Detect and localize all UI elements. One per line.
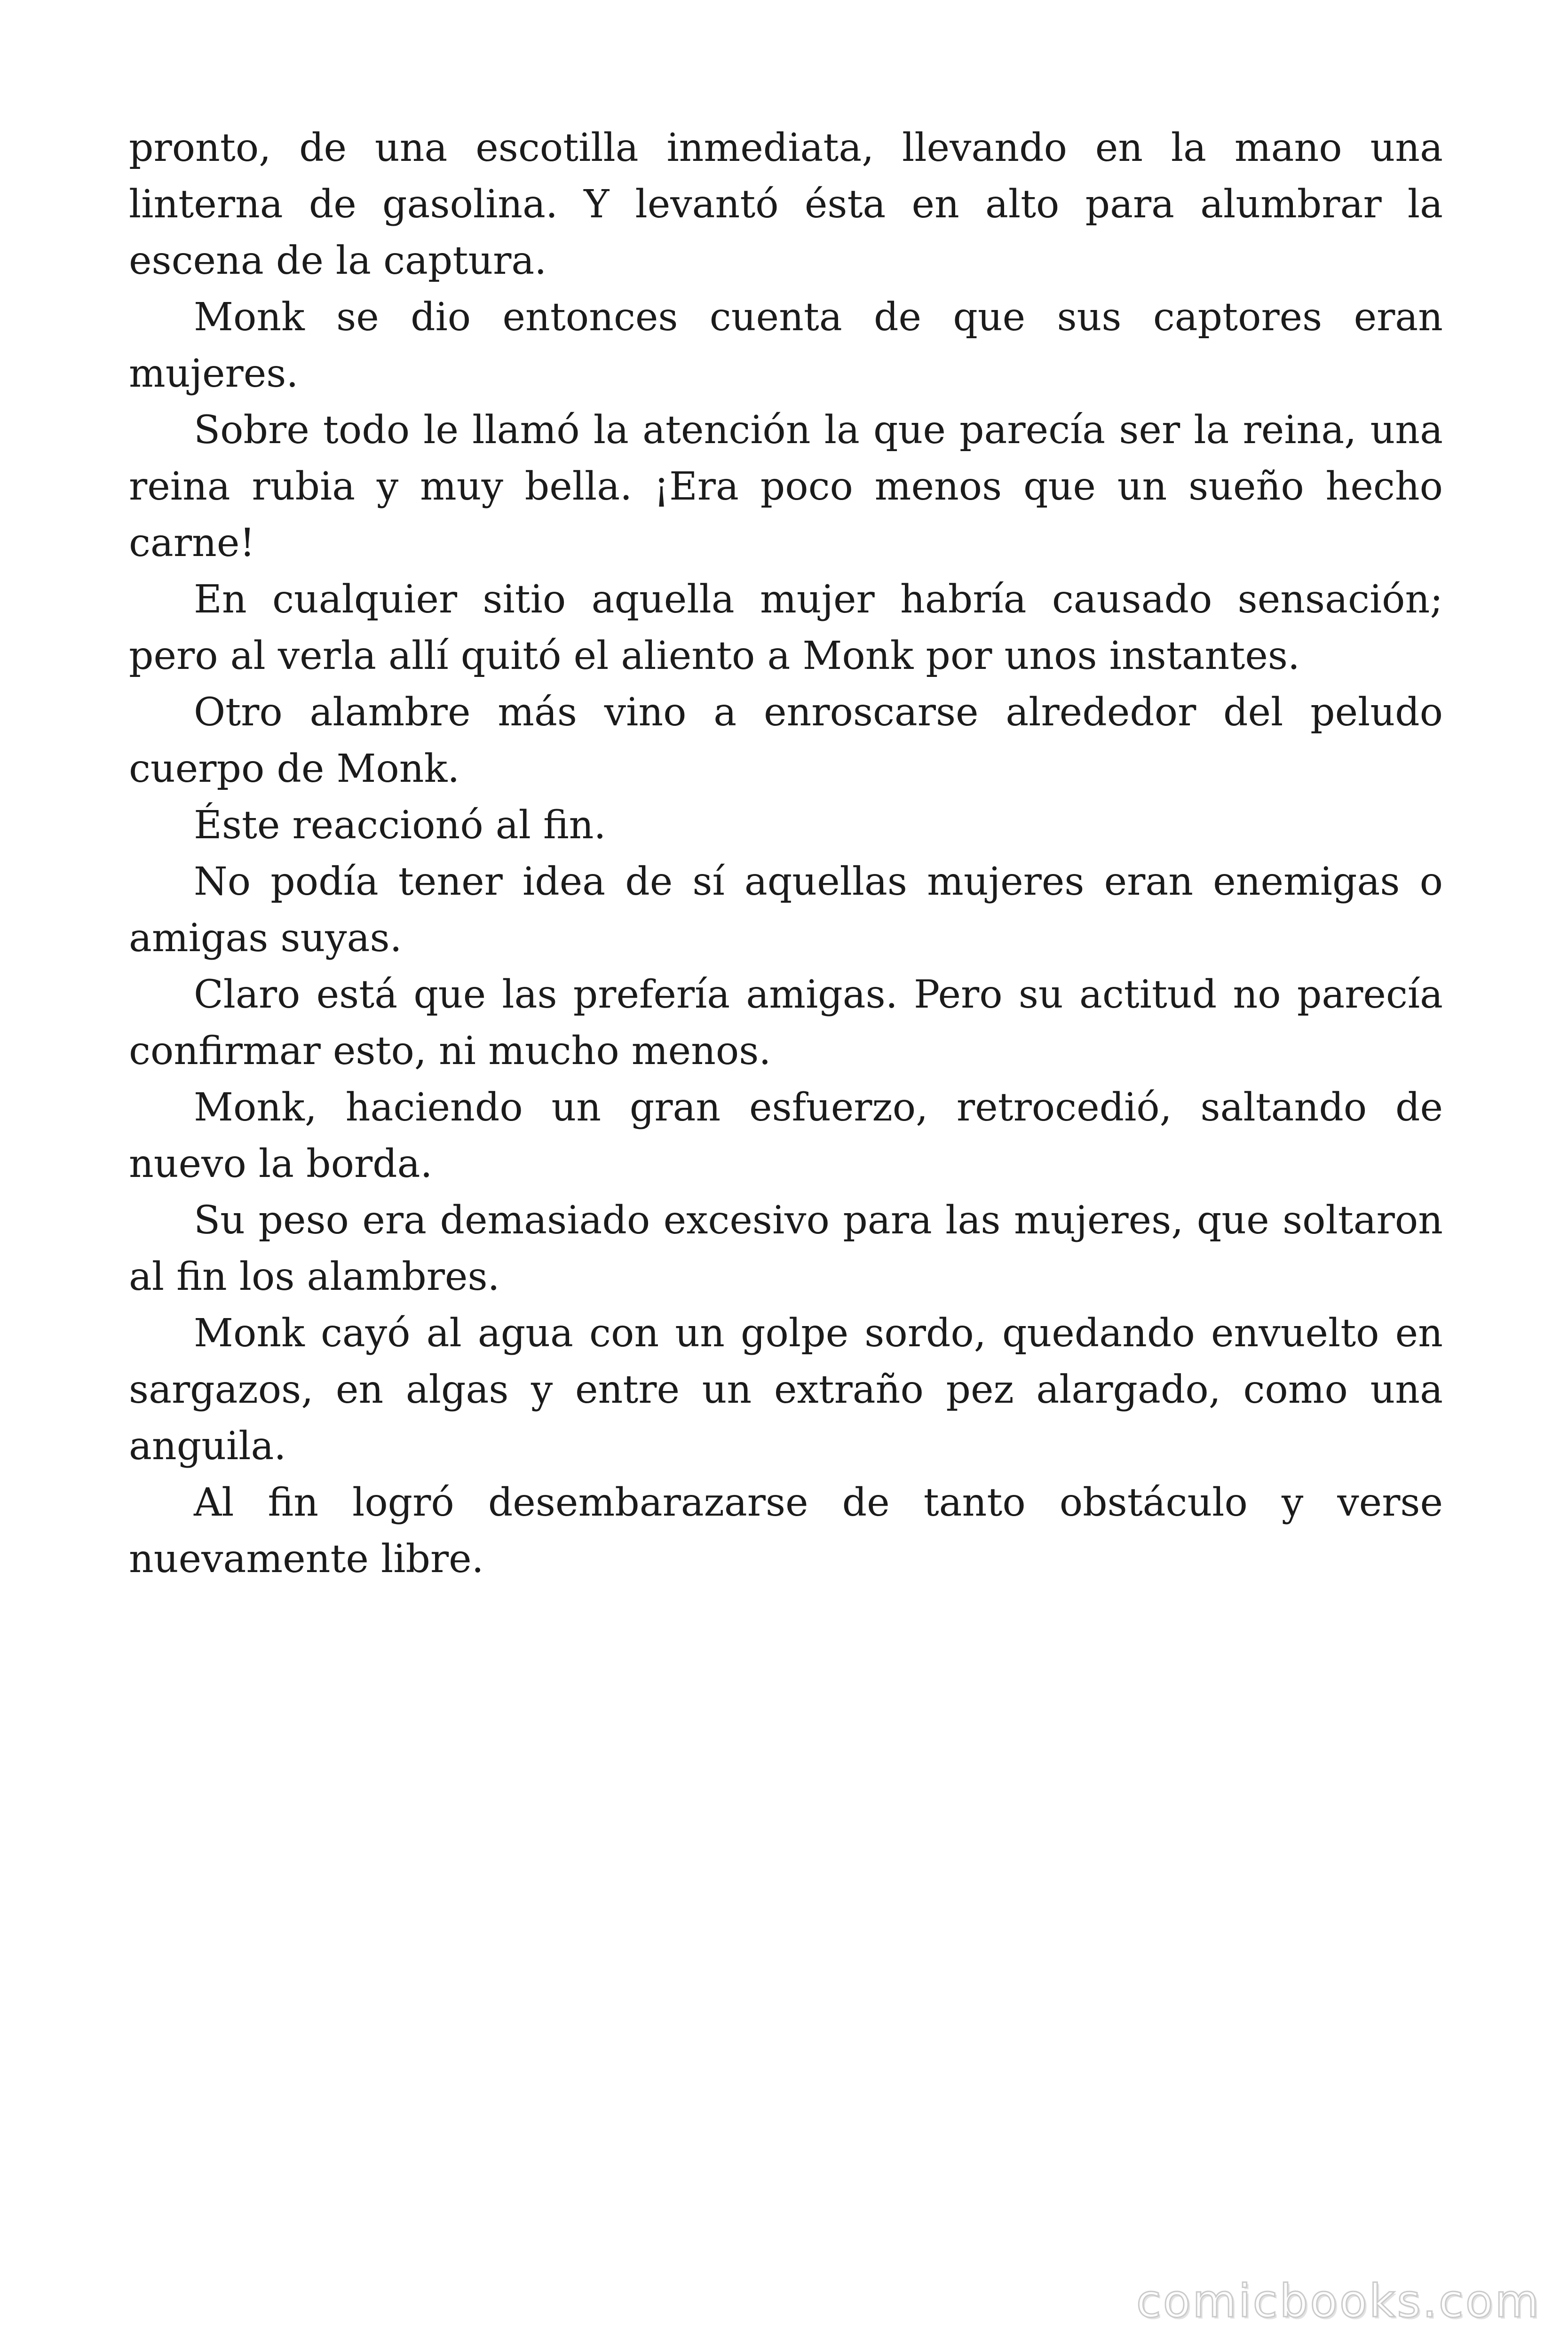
paragraph-9: Monk, haciendo un gran esfuerzo, retrocedió, saltando de nuevo la borda. [129,1085,1443,1186]
paragraph-3: Sobre todo le llamó la atención la que parecía ser la reina, una reina rubia y muy bella. ¡Era poco menos que un sueño hecho carne! [129,408,1443,565]
watermark-text: comicbooks.com [1136,2275,1541,2328]
paragraph-6: Éste reaccionó al fin. [194,803,606,848]
paragraph-10: Su peso era demasiado excesivo para las mujeres, que soltaron al fin los alambres. [129,1198,1443,1299]
body-text [129,120,1443,1588]
paragraph-12: Al fin logró desembarazarse de tanto obstáculo y verse nuevamente libre. [129,1480,1443,1581]
paragraph-2: Monk se dio entonces cuenta de que sus captores eran mujeres. [129,295,1443,396]
paragraph-1: pronto, de una escotilla inmediata, llevando en la mano una linterna de gasolina. Y levantó ésta en alto para alumbrar la escena de la captura. [129,126,1443,283]
paragraph-5: Otro alambre más vino a enroscarse alrededor del peludo cuerpo de Monk. [129,690,1443,791]
paragraph-11: Monk cayó al agua con un golpe sordo, quedando envuelto en sargazos, en algas y entre un extraño pez alargado, como una anguila. [129,1311,1443,1469]
paragraph-7: No podía tener idea de sí aquellas mujeres eran enemigas o amigas suyas. [129,859,1443,961]
paragraph-4: En cualquier sitio aquella mujer habría causado sensación; pero al verla allí quitó el aliento a Monk por unos instantes. [129,577,1443,678]
paragraph-8: Claro está que las prefería amigas. Pero su actitud no parecía confirmar esto, ni mucho menos. [129,972,1443,1073]
